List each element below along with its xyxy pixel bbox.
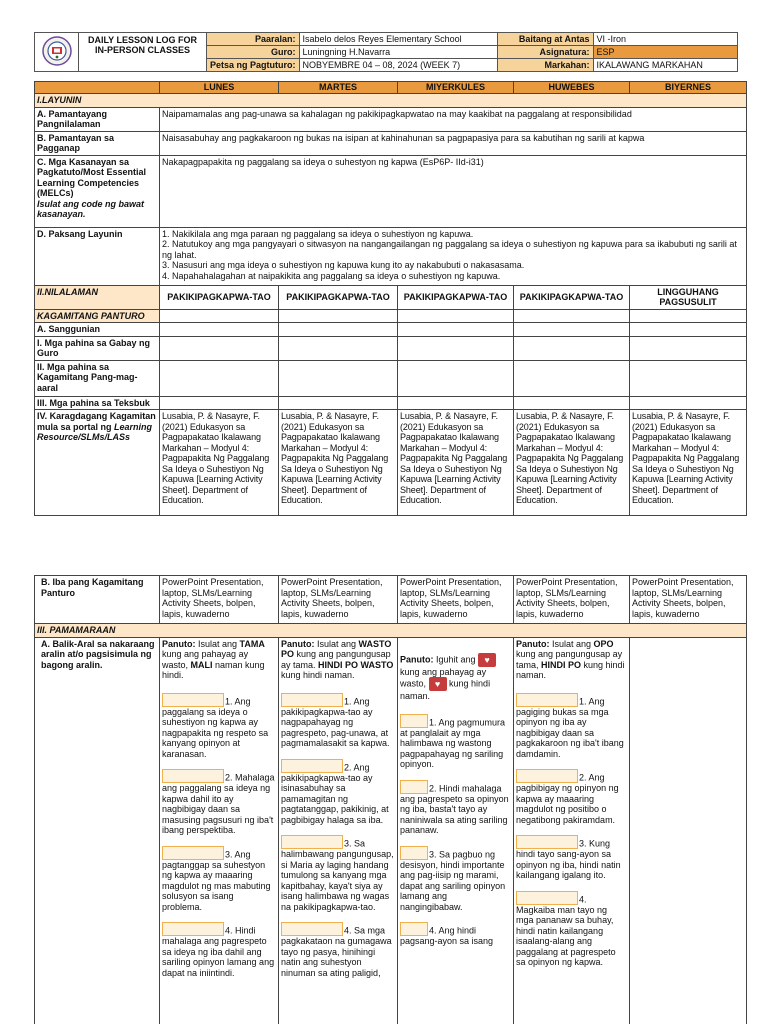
pamantayang-pangnilalaman-value: Naipamamalas ang pag-unawa sa kahalagan ng pakikipagkapwatao na may kaakibat na paggalang at responsibilidad (160, 107, 747, 131)
layunin-item: 1. Nakikilala ang mga paraan ng paggalang sa ideya o suhestiyon ng kapuwa. (162, 228, 474, 239)
quiz-item: 2. Ang pagbibigay ng opinyon ng kapwa ay maaaring magdulot ng positibo o negatibong pakiramdam. (516, 769, 627, 825)
activity-miyerkules (398, 637, 514, 1024)
answer-box[interactable] (400, 714, 428, 728)
reference-martes: Lusabia, P. & Nasayre, F. (2021) Edukasyon sa Pagpapakatao Ikalawang Markahan – Modyul 4: Pagpapakita Ng Paggalang Sa Ideya o Suhestiyon Ng Kapuwa [Learning Activity Sheet]. Department of Education. (279, 410, 398, 516)
markahan-value: IKALAWANG MARKAHAN (593, 59, 737, 72)
row-label-nilalaman: II.NILALAMAN (35, 285, 160, 309)
quiz-item: 1. Ang pakikipagkapwa-tao ay nagpapahayag ng pagrespeto, pag-unawa, at pagmamalasakit sa kapwa. (281, 693, 395, 749)
answer-box[interactable] (281, 835, 343, 849)
heart-icon: ♥ (478, 653, 496, 667)
deped-seal-logo (42, 36, 72, 66)
day-biyernes: BIYERNES (630, 82, 747, 94)
topic-biyernes: LINGGUHANG PAGSUSULIT (630, 285, 747, 309)
days-header-row (35, 82, 747, 94)
quiz-item: 1. Ang pagmumura at panglalait ay mga halimbawa ng wastong pagpapahayag ng sariling opinyon. (400, 714, 511, 770)
row-label-kagamitang-panturo: KAGAMITANG PANTURO (35, 309, 160, 323)
reference-biyernes: Lusabia, P. & Nasayre, F. (2021) Edukasyon sa Pagpapakatao Ikalawang Markahan – Modyul 4: Pagpapakita Ng Paggalang Sa Ideya o Suhestiyon Ng Kapuwa [Learning Activity Sheet]. Department of Education. (630, 410, 747, 516)
activity-biyernes (630, 637, 747, 1024)
row-label-paksang-layunin: D. Paksang Layunin (35, 227, 160, 285)
activity-huwebes (514, 637, 630, 1024)
materials-huwebes: PowerPoint Presentation, laptop, SLMs/Learning Activity Sheets, bolpen, lapis, kuwaderno (514, 576, 630, 624)
materials-biyernes: PowerPoint Presentation, laptop, SLMs/Learning Activity Sheets, bolpen, lapis, kuwaderno (630, 576, 747, 624)
paaralan-value: Isabelo delos Reyes Elementary School (299, 33, 497, 46)
reference-lunes: Lusabia, P. & Nasayre, F. (2021) Edukasyon sa Pagpapakatao Ikalawang Markahan – Modyul 4: Pagpapakita Ng Paggalang Sa Ideya o Suhestiyon Ng Kapuwa [Learning Activity Sheet]. Department of Education. (160, 410, 279, 516)
guro-value: Luningning H.Navarra (299, 46, 497, 59)
instructions-miyerkules: Panuto: Iguhit ang ♥ kung ang pahayag ay wasto, ♥ kung hindi naman. (400, 653, 511, 702)
activity-lunes (160, 637, 279, 1024)
paaralan-label: Paaralan: (207, 33, 300, 46)
answer-box[interactable] (516, 891, 578, 905)
section-layunin: I.LAYUNIN (35, 94, 747, 108)
section-pamamaraan: III. PAMAMARAAN (35, 624, 747, 638)
blank-header (35, 82, 160, 94)
row-label-balik-aral: A. Balik-Aral sa nakaraang aralin at/o pagsisimula ng bagong aralin. (35, 637, 160, 1024)
row-label-gabay-ng-guro: I. Mga pahina sa Gabay ng Guro (35, 336, 160, 360)
layunin-item: 2. Natutukoy ang mga pangyayari o sitwasyon na nangangailangan ng paggalang sa ideya o suhestiyon ng kapuwa para sa ikabubuti ng sarili at ng lahat. (162, 239, 737, 260)
quiz-item: 3. Kung hindi tayo sang-ayon sa opinyon ng iba, hindi natin kailangang igalang ito. (516, 835, 627, 881)
materials-martes: PowerPoint Presentation, laptop, SLMs/Learning Activity Sheets, bolpen, lapis, kuwaderno (279, 576, 398, 624)
instructions-huwebes: Panuto: Isulat ang OPO kung ang pangungusap ay tama, HINDI PO kung hindi naman. (516, 638, 625, 680)
topic-martes: PAKIKIPAGKAPWA-TAO (279, 285, 398, 309)
row-label-sanggunian: A. Sanggunian (35, 323, 160, 337)
materials-lunes: PowerPoint Presentation, laptop, SLMs/Learning Activity Sheets, bolpen, lapis, kuwaderno (160, 576, 279, 624)
pamantayan-sa-pagganap-value: Naisasabuhay ang pagkakaroon ng bukas na isipan at kahinahunan sa pagpapasiya para sa kabutihan ng sarili at kapwa (160, 131, 747, 155)
quiz-item: 2. Mahalaga ang paggalang sa ideya ng kapwa dahil ito ay nagbibigay daan sa masusing pagsusuri ng iba't ibang perspektiba. (162, 769, 276, 836)
row-label-kagamitang-pang-mag-aaral: II. Mga pahina sa Kagamitang Pang-mag-aaral (35, 360, 160, 396)
answer-box[interactable] (281, 922, 343, 936)
quiz-item: 2. Ang pakikipagkapwa-tao ay isinasabuhay sa pamamagitan ng pagtatanggap, pakikinig, at pagbibigay halaga sa iba. (281, 759, 395, 826)
quiz-item: 4. Magkaiba man tayo ng mga pananaw sa buhay, hindi natin kailangang isaalang-alang ang paggalang at pagrespeto sa opinyon ng kapwa. (516, 891, 627, 968)
melcs-note: Isulat ang code ng bawat kasanayan. (37, 198, 145, 219)
quiz-item: 4. Ang hindi pagsang-ayon sa isang (400, 922, 511, 947)
asignatura-label: Asignatura: (497, 46, 593, 59)
topic-lunes: PAKIKIPAGKAPWA-TAO (160, 285, 279, 309)
day-miyerkules: MIYERKULES (398, 82, 514, 94)
answer-box[interactable] (281, 759, 343, 773)
answer-box[interactable] (516, 769, 578, 783)
reference-miyerkules: Lusabia, P. & Nasayre, F. (2021) Edukasyon sa Pagpapakatao Ikalawang Markahan – Modyul 4: Pagpapakita Ng Paggalang Sa Ideya o Suhestiyon Ng Kapuwa [Learning Activity Sheet]. Department of Education. (398, 410, 514, 516)
quiz-item: 4. Sa mga pagkakataon na gumagawa tayo ng pasya, hinihingi natin ang suhestyon ninuman sa ating paligid, (281, 922, 395, 978)
answer-box[interactable] (162, 769, 224, 783)
layunin-item: 4. Napahahalagahan at naipakikita ang paggalang sa ideya o suhestiyon ng kapuwa. (162, 270, 501, 281)
melcs-value: Nakapagpapakita ng paggalang sa ideya o suhestyon ng kapwa (EsP6P- IId-i31) (160, 155, 747, 227)
dll-table-page2 (34, 575, 747, 1024)
quiz-item: 1. Ang paggalang sa ideya o suhestiyon ng kapwa ay nagpapakita ng respeto sa kanyang opinyon at karanasan. (162, 693, 276, 760)
answer-box[interactable] (281, 693, 343, 707)
day-martes: MARTES (279, 82, 398, 94)
day-huwebes: HUWEBES (514, 82, 630, 94)
answer-box[interactable] (400, 780, 428, 794)
materials-miyerkules: PowerPoint Presentation, laptop, SLMs/Learning Activity Sheets, bolpen, lapis, kuwaderno (398, 576, 514, 624)
row-label-iba-pang-kagamitan: B. Iba pang Kagamitang Panturo (35, 576, 160, 624)
row-label-pamantayan-sa-pagganap: B. Pamantayan sa Pagganap (35, 131, 160, 155)
activity-martes (279, 637, 398, 1024)
row-label-melcs: C. Mga Kasanayan sa Pagkatuto/Most Essential Learning Competencies (MELCs) Isulat ang code ng bawat kasanayan. (35, 155, 160, 227)
school-logo-cell (35, 33, 79, 72)
dll-title: DAILY LESSON LOG FOR IN-PERSON CLASSES (79, 33, 207, 72)
topic-huwebes: PAKIKIPAGKAPWA-TAO (514, 285, 630, 309)
row-label-pamantayang-pangnilalaman: A. Pamantayang Pangnilalaman (35, 107, 160, 131)
row-label-karagdagang-kagamitan: IV. Karagdagang Kagamitan mula sa portal ng Learning Resource/SLMs/LASs (35, 410, 160, 516)
instructions-martes: Panuto: Isulat ang WASTO PO kung ang pangungusap ay tama. HINDI PO WASTO kung hindi naman. (281, 638, 394, 680)
quiz-item: 3. Sa pagbuo ng desisyon, hindi importante ang pag-iisip ng marami, dapat ang sariling opinyon lamang ang nangingibabaw. (400, 846, 511, 913)
answer-box[interactable] (162, 922, 224, 936)
petsa-label: Petsa ng Pagtuturo: (207, 59, 300, 72)
paksang-layunin-list (160, 227, 747, 285)
heart-icon: ♥ (429, 677, 447, 691)
quiz-item: 1. Ang pagiging bukas sa mga opinyon ng iba ay nagbibigay daan sa pagkakaroon ng iba't ibang damdamin. (516, 693, 627, 760)
guro-label: Guro: (207, 46, 300, 59)
answer-box[interactable] (400, 922, 428, 936)
row-label-teksbuk: III. Mga pahina sa Teksbuk (35, 396, 160, 410)
baitang-value: VI -Iron (593, 33, 737, 46)
answer-box[interactable] (162, 693, 224, 707)
answer-box[interactable] (516, 693, 578, 707)
quiz-item: 4. Hindi mahalaga ang pagrespeto sa ideya ng iba dahil ang sariling opinyon lamang ang dapat na iniintindi. (162, 922, 276, 978)
quiz-item: 2. Hindi mahalaga ang pagrespeto sa opinyon ng iba, basta't tayo ay naniniwala sa ating sariling pananaw. (400, 780, 511, 836)
asignatura-value: ESP (593, 46, 737, 59)
quiz-item: 3. Ang pagtanggap sa suhestyon ng kapwa ay maaaring magdulot ng mas mabuting solusyon sa isang problema. (162, 846, 276, 913)
answer-box[interactable] (162, 846, 224, 860)
answer-box[interactable] (400, 846, 428, 860)
dll-table-page1 (34, 81, 747, 516)
day-lunes: LUNES (160, 82, 279, 94)
answer-box[interactable] (516, 835, 578, 849)
markahan-label: Markahan: (497, 59, 593, 72)
quiz-item: 3. Sa halimbawang pangungusap, si Maria ay laging handang tumulong sa kanyang mga kapitbahay, kaya't siya ay isang halimbawa ng wagas na pakikipagkapwa-tao. (281, 835, 395, 912)
petsa-value: NOBYEMBRE 04 – 08, 2024 (WEEK 7) (299, 59, 497, 72)
baitang-label: Baitang at Antas (497, 33, 593, 46)
reference-huwebes: Lusabia, P. & Nasayre, F. (2021) Edukasyon sa Pagpapakatao Ikalawang Markahan – Modyul 4: Pagpapakita Ng Paggalang Sa Ideya o Suhestiyon Ng Kapuwa [Learning Activity Sheet]. Department of Education. (514, 410, 630, 516)
topic-miyerkules: PAKIKIPAGKAPWA-TAO (398, 285, 514, 309)
header-table (34, 32, 738, 72)
instructions-lunes: Panuto: Isulat ang TAMA kung ang pahayag ay wasto, MALI naman kung hindi. (162, 638, 265, 680)
layunin-item: 3. Nasusuri ang mga ideya o suhestiyon ng kapuwa kung ito ay nakabubuti o nakasasama. (162, 260, 525, 270)
